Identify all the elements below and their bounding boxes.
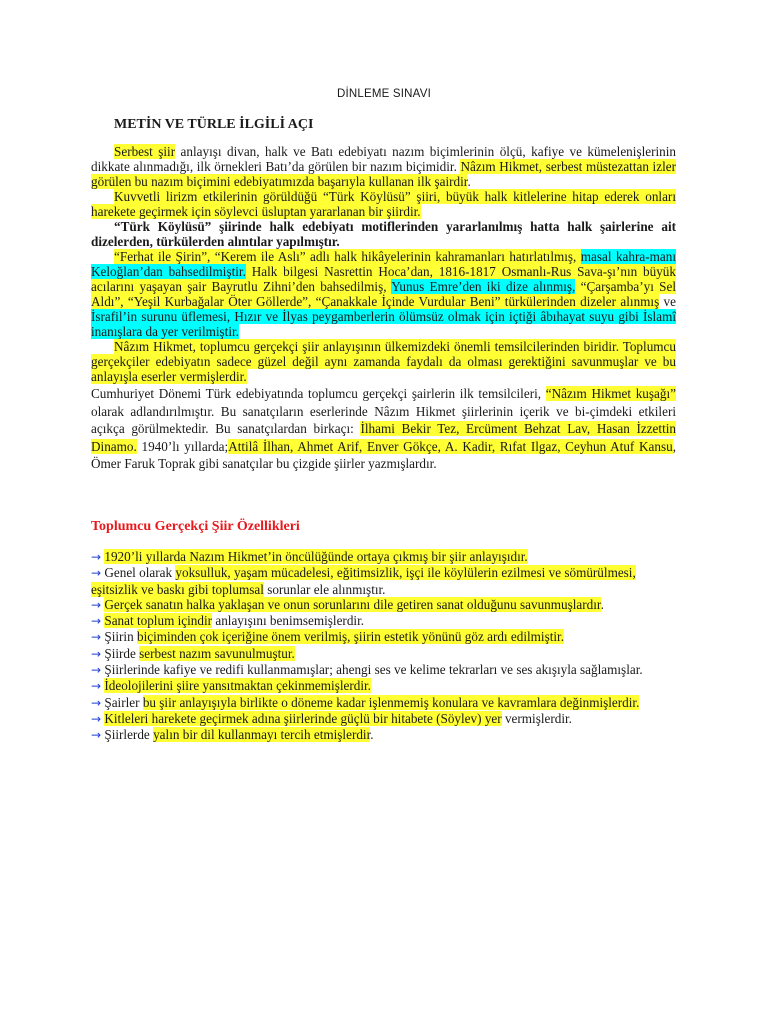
arrow-right-icon: → <box>91 663 102 678</box>
text-run: anlayışını benimsemişlerdir. <box>212 613 365 629</box>
text-run: vermişlerdir. <box>501 710 572 726</box>
paragraph-republic-era <box>91 385 676 473</box>
arrow-right-icon: → <box>91 566 102 581</box>
paragraph-turk-koylusu <box>91 189 676 219</box>
arrow-right-icon: → <box>91 728 102 743</box>
text-run: Genel olarak <box>104 565 176 581</box>
arrow-right-icon: → <box>91 597 102 612</box>
highlight: Attilâ İlhan, Ahmet Arif, Enver Gökçe, A. Kadir, Rıfat Ilgaz, Ceyhun Atuf Kansu <box>228 438 673 454</box>
highlight-cyan: masal kahra-manı Keloğlan’dan bahsedilmiştir. <box>91 249 677 279</box>
paragraph-folk-motifs <box>91 219 676 249</box>
paragraph-free-verse <box>91 144 676 189</box>
highlight: Gerçek sanatın halka yaklaşan ve onun sorunlarını dile getiren sanat olduğunu savunmuşlardır <box>104 596 601 612</box>
text-run: 1940’lı yıllarda; <box>136 438 229 454</box>
text-run: ve <box>659 294 677 309</box>
arrow-right-icon: → <box>91 646 102 661</box>
feature-item <box>91 597 676 613</box>
arrow-right-icon: → <box>91 711 102 726</box>
text-run: sorunlar ele alınmıştır. <box>263 581 386 597</box>
highlight: Sanat toplum içindir <box>104 613 213 629</box>
paragraph-nazim-hikmet <box>91 339 676 384</box>
highlight-cyan: Yunus Emre’den iki dize alınmış, <box>391 279 576 294</box>
highlight: yalın bir dil kullanmayı tercih etmişlerdir <box>153 727 371 743</box>
arrow-right-icon: → <box>91 550 102 564</box>
text-run: , Ömer Faruk Toprak gibi sanatçılar bu çizgide şiirler yazmışlardır. <box>91 438 676 471</box>
highlight: Serbest şiir <box>114 144 176 159</box>
text-run: “Türk Köylüsü” şiirinde halk edebiyatı motiflerinden yararlanılmış hatta halk şairlerine ait dizelerden, türkülerden alıntılar yapılmıştır. <box>91 219 676 249</box>
feature-item <box>91 565 676 597</box>
features-list <box>91 549 676 744</box>
section-title: METİN VE TÜRLE İLGİLİ AÇI <box>114 117 314 132</box>
highlight-cyan: İsrafil’in surunu üflemesi, Hızır ve İlyas peygamberlerin ölümsüz olmak için içtiği âbıhayat suyu gibi İslamî inanışlara da yer verilmiştir. <box>91 309 676 339</box>
text-run: Şiirlerinde kafiye ve redifi kullanmamışlar; ahengi ses ve kelime tekrarları ve ses akışıyla sağlamışlar. <box>104 662 643 678</box>
exam-title: DİNLEME SINAVI <box>337 88 431 100</box>
arrow-right-icon: → <box>91 630 102 645</box>
highlight: “Çarşamba’yı Sel Aldı”, “Yeşil Kurbağalar Öter Göllerde”, “Çanakkale İçinde Vurdular Beni” türkülerinden dizeler alınmış <box>91 279 676 309</box>
feature-item <box>91 678 676 694</box>
highlight: İlhami Bekir Tez, Ercüment Behzat Lav, Hasan İzzettin Dinamo. <box>91 421 676 454</box>
feature-item <box>91 711 676 727</box>
text-run: olarak adlandırılmıştır. Bu sanatçıların eserlerinde Nâzım Hikmet şiirlerinin içerik ve bi-çimdeki etkileri açıkça görülmektedir. Bu sanatçılardan birkaçı: <box>91 403 676 436</box>
feature-item <box>91 549 676 565</box>
highlight: “Ferhat ile Şirin”, “Kerem ile Aslı” adlı halk hikâyelerinin kahramanları hatırlatılmış, <box>114 249 581 264</box>
text-run: . <box>370 727 374 743</box>
text-run: Şiirde <box>104 645 140 661</box>
paragraph-references <box>91 249 676 339</box>
feature-item <box>91 695 676 711</box>
text-run: Şiirlerde <box>104 727 154 743</box>
highlight: “Nâzım Hikmet kuşağı” <box>545 386 676 401</box>
highlight: Nâzım Hikmet, serbest müstezattan izler görülen bu nazım biçimini edebiyatımızda başarıyla kullanan ilk şairdir <box>91 159 676 189</box>
highlight: Kuvvetli lirizm etkilerinin görüldüğü “Türk Köylüsü” şiiri, büyük halk kitlelerine hitap ederek onları harekete geçirmek için söylevci üsluptan yararlanan bir şiirdir. <box>91 189 676 219</box>
arrow-right-icon: → <box>91 679 102 694</box>
features-title: Toplumcu Gerçekçi Şiir Özellikleri <box>91 519 300 534</box>
text-run: anlayışı divan, halk ve Batı edebiyatı nazım biçimlerinin ölçü, kafiye ve kümelenişlerinin dikkate alınmadığı, ilk örnekleri Batı’da görülen bir nazım biçimidir. <box>91 144 676 174</box>
feature-item <box>91 613 676 629</box>
highlight: Nâzım Hikmet, toplumcu gerçekçi şiir anlayışının ülkemizdeki önemli temsilcilerinden biridir. Toplumcu gerçekçiler edebiyatın sadece güzel değil aynı zamanda faydalı da olması gerektiğini savunmuşlar ve bu anlayışla eserler vermişlerdir. <box>91 339 676 384</box>
highlight: Halk bilgesi Nasrettin Hoca’dan, 1816-1817 Osmanlı-Rus Sava-şı’nın büyük acılarını yaşayan şair Bayrutlu Zihni’den bahsedilmiş, <box>91 264 676 294</box>
text-run: Şairler <box>104 694 143 710</box>
arrow-right-icon: → <box>91 614 102 629</box>
text-run: Şiirin <box>104 629 137 645</box>
feature-item <box>91 646 676 662</box>
highlight: bu şiir anlayışıyla birlikte o döneme kadar işlenmemiş konulara ve kavramlara değinmişlerdir. <box>142 694 640 710</box>
highlight: 1920’li yıllarda Nazım Hikmet’in öncülüğünde ortaya çıkmış bir şiir anlayışıdır. <box>104 549 528 564</box>
highlight: biçiminden çok içeriğine önem verilmiş, şiirin estetik yönünü göz ardı edilmiştir. <box>136 629 565 645</box>
body-text <box>91 144 676 473</box>
feature-item <box>91 662 676 678</box>
feature-item <box>91 727 676 743</box>
highlight: Kitleleri harekete geçirmek adına şiirlerinde güçlü bir hitabete (Söylev) yer <box>104 710 502 726</box>
highlight: İdeolojilerini şiire yansıtmaktan çekinmemişlerdir. <box>104 678 371 694</box>
highlight: serbest nazım savunulmuştur. <box>139 645 295 661</box>
text-run: Cumhuriyet Dönemi Türk edebiyatında toplumcu gerçekçi şairlerin ilk temsilcileri, <box>91 386 546 401</box>
text-run: . <box>467 174 471 189</box>
text-run: . <box>600 596 604 612</box>
arrow-right-icon: → <box>91 695 102 710</box>
highlight: yoksulluk, yaşam mücadelesi, eğitimsizlik, işçi ile köylülerin ezilmesi ve sömürülmesi, eşitsizlik ve baskı gibi toplumsal <box>91 565 636 597</box>
feature-item <box>91 629 676 645</box>
